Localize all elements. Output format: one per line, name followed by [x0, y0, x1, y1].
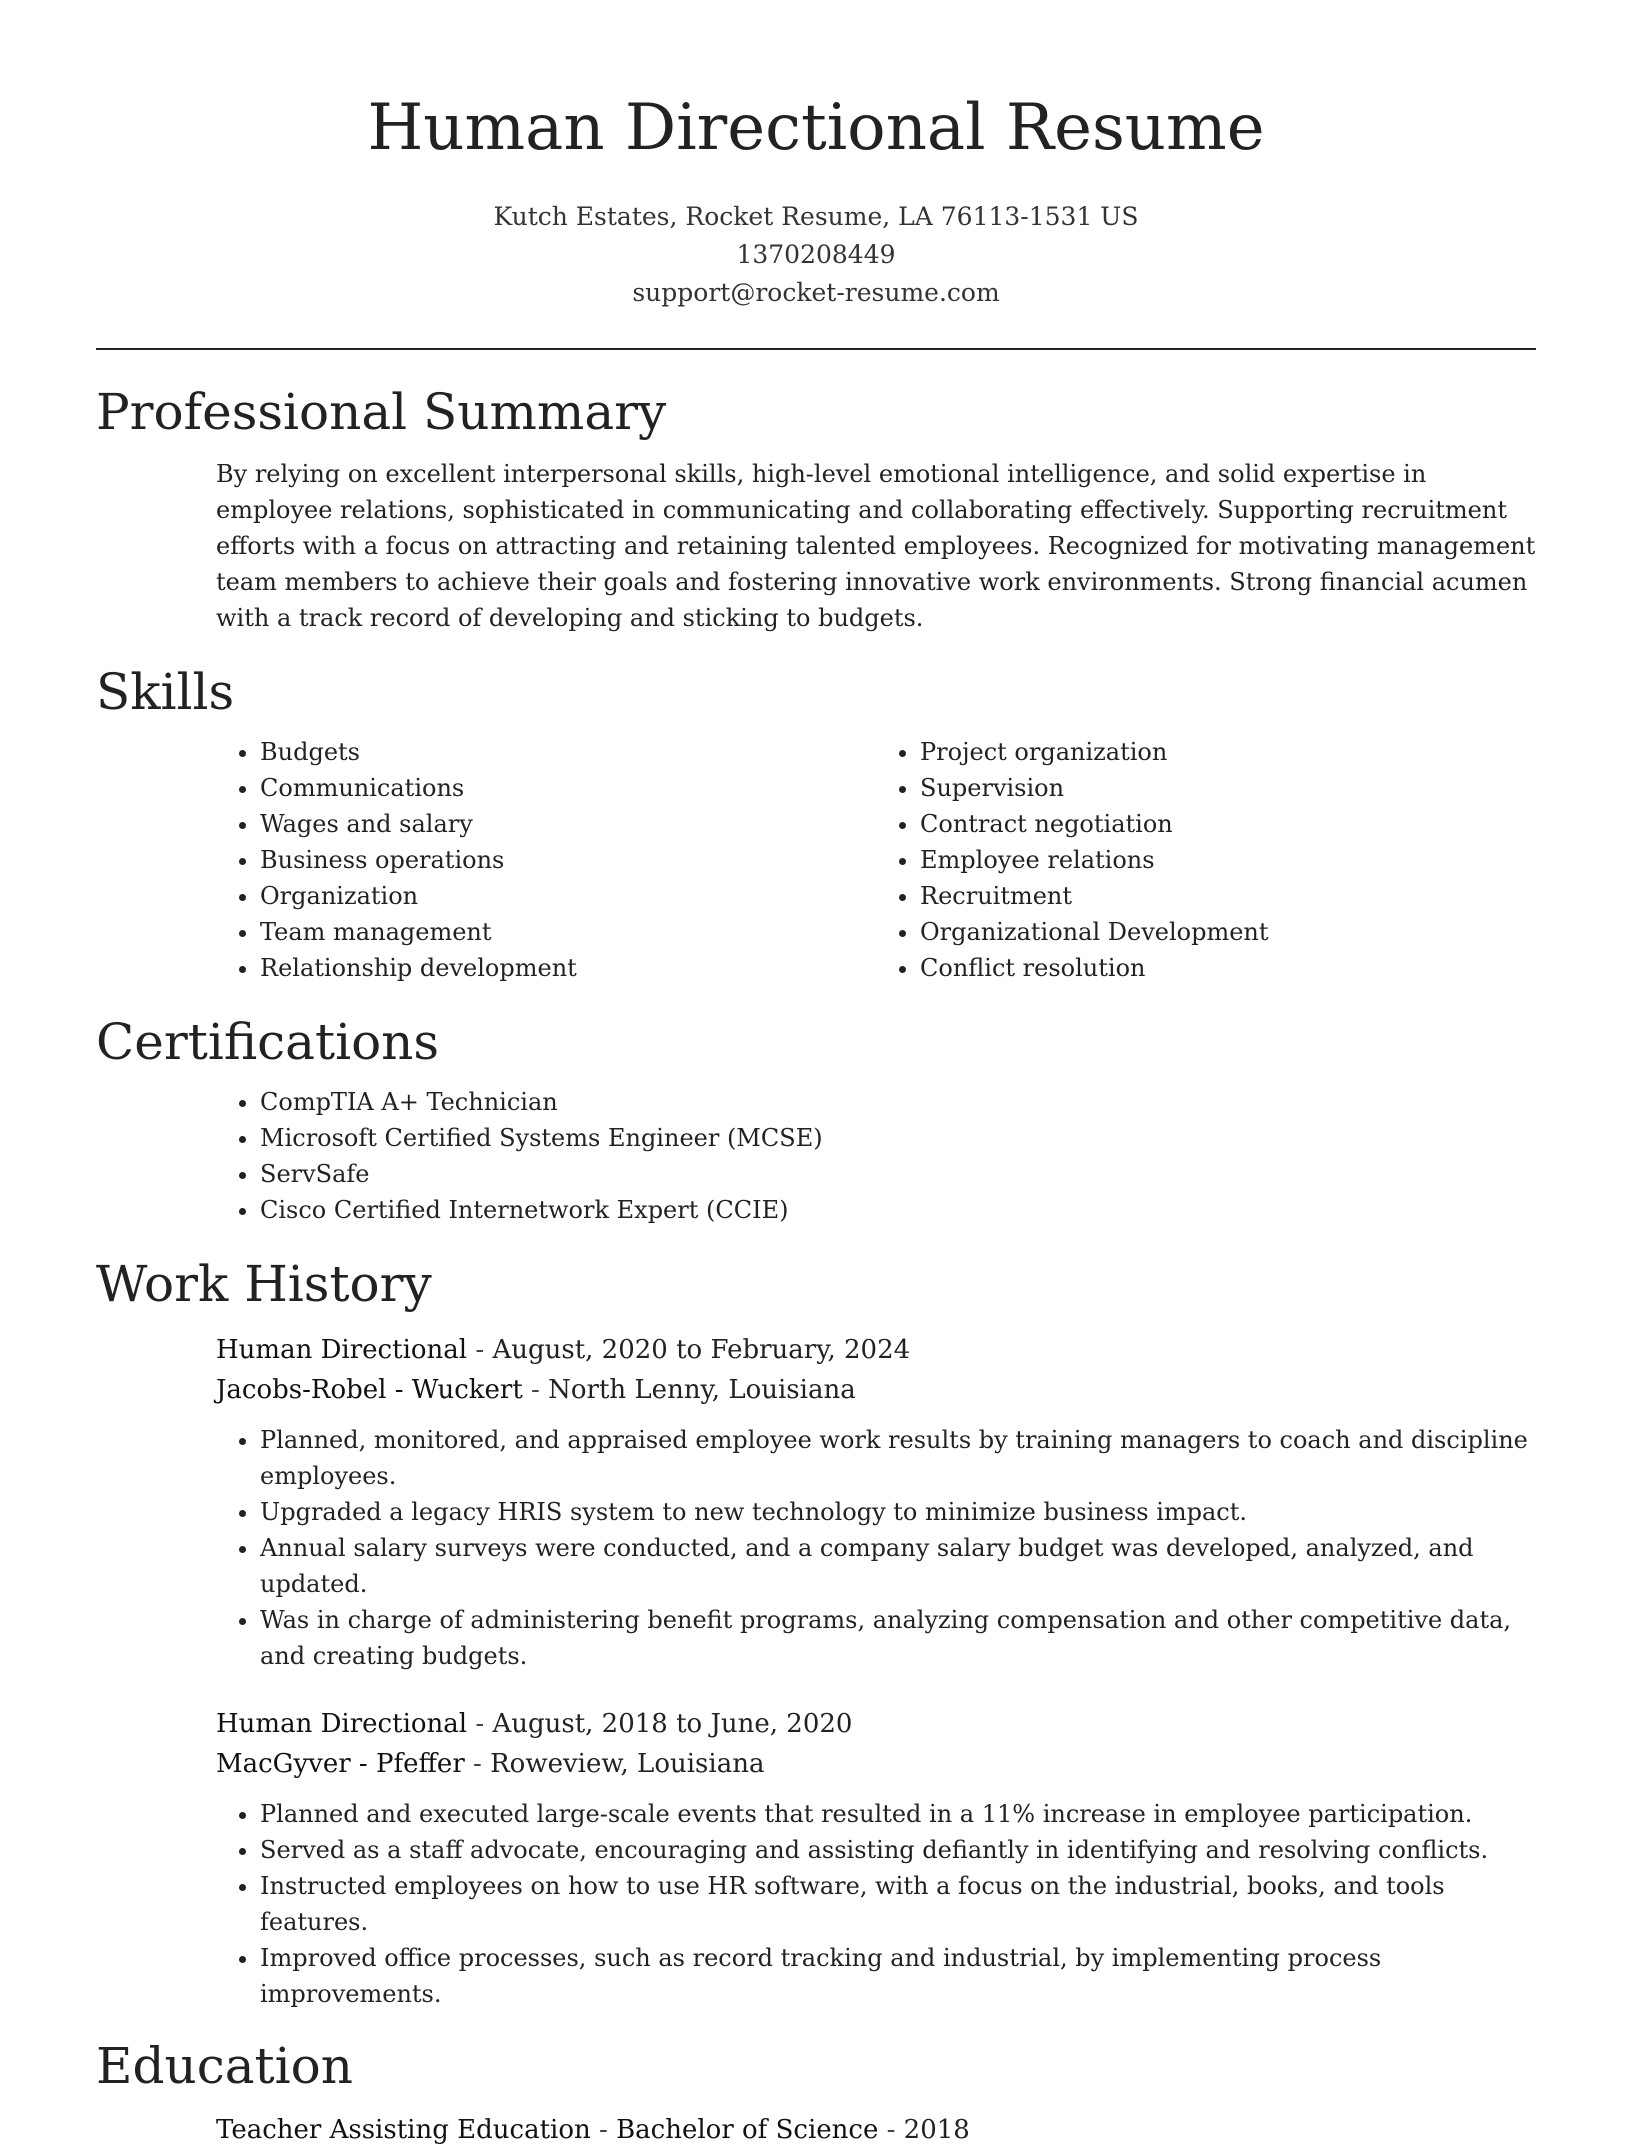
certifications-list-wrap: [216, 1084, 1536, 1228]
separator: -: [464, 1749, 491, 1779]
job-bullet: • Annual salary surveys were conducted, and a company salary budget was developed, analyzed, and updated.: [260, 1530, 1536, 1602]
job-entry: [216, 1330, 1536, 1674]
skill-item: • Project organization: [920, 734, 1536, 770]
job-dates: August, 2020 to February, 2024: [492, 1335, 911, 1365]
job-location: North Lenny, Louisiana: [548, 1375, 856, 1405]
job-bullet: • Was in charge of administering benefit programs, analyzing compensation and other competitive data, and creating budgets.: [260, 1602, 1536, 1674]
job-bullet: • Improved office processes, such as record tracking and industrial, by implementing process improvements.: [260, 1940, 1536, 2012]
skill-item: • Team management: [260, 914, 876, 950]
certification-item: • ServSafe: [260, 1156, 1536, 1192]
job-title-line: [216, 1704, 1536, 1744]
certification-item: • Microsoft Certified Systems Engineer (MCSE): [260, 1120, 1536, 1156]
separator: -: [590, 2115, 617, 2145]
job-company: Jacobs-Robel - Wuckert: [216, 1375, 523, 1405]
job-bullets: [216, 1422, 1536, 1674]
candidate-name: Human Directional Resume: [367, 91, 1265, 165]
certification-item: • Cisco Certified Internetwork Expert (CCIE): [260, 1192, 1536, 1228]
job-bullet: • Planned and executed large-scale events that resulted in a 11% increase in employee participation.: [260, 1796, 1536, 1832]
job-bullets: [216, 1796, 1536, 2012]
education-section: [96, 2036, 1536, 2150]
job-role: Human Directional: [216, 1335, 468, 1365]
separator: -: [467, 1335, 493, 1365]
skill-item: • Communications: [260, 770, 876, 806]
skill-item: • Supervision: [920, 770, 1536, 806]
skill-item: • Relationship development: [260, 950, 876, 986]
skill-item: • Contract negotiation: [920, 806, 1536, 842]
phone: 1370208449: [736, 240, 896, 269]
work-title: Work History: [96, 1255, 432, 1313]
email: support@rocket-resume.com: [632, 278, 1000, 307]
resume-header: [96, 0, 1536, 312]
education-school: Teacher Assisting Education: [216, 2115, 591, 2145]
job-company: MacGyver - Pfeffer: [216, 1749, 465, 1779]
resume-page: [96, 0, 1536, 2150]
job-bullet: • Planned, monitored, and appraised employee work results by training managers to coach and discipline employees.: [260, 1422, 1536, 1494]
education-title: Education: [96, 2037, 353, 2095]
job-entry: [216, 1704, 1536, 2012]
certifications-section: [96, 1012, 1536, 1228]
address: Kutch Estates, Rocket Resume, LA 76113-1531 US: [493, 202, 1139, 231]
job-location: Roweview, Louisiana: [490, 1749, 765, 1779]
job-bullet: • Instructed employees on how to use HR software, with a focus on the industrial, books, and tools features.: [260, 1868, 1536, 1940]
summary-text: By relying on excellent interpersonal skills, high-level emotional intelligence, and solid expertise in employee relations, sophisticated in communicating and collaborating effectively. Supporting recruitment efforts with a focus on attracting and retaining talented employees. Recognized for motivating management team members to achieve their goals and fostering innovative work environments. Strong financial acumen with a track record of developing and sticking to budgets.: [216, 460, 1536, 632]
job-bullet: • Served as a staff advocate, encouraging and assisting defiantly in identifying and resolving conflicts.: [260, 1832, 1536, 1868]
skill-item: • Employee relations: [920, 842, 1536, 878]
skill-item: • Organization: [260, 878, 876, 914]
job-role: Human Directional: [216, 1709, 468, 1739]
skill-item: • Organizational Development: [920, 914, 1536, 950]
job-title-line: [216, 1330, 1536, 1370]
summary-title: Professional Summary: [96, 383, 667, 441]
job-dates: August, 2018 to June, 2020: [492, 1709, 853, 1739]
skill-item: • Conflict resolution: [920, 950, 1536, 986]
skill-item: • Wages and salary: [260, 806, 876, 842]
skills-columns: [216, 734, 1536, 986]
skill-item: • Budgets: [260, 734, 876, 770]
job-company-line: [216, 1744, 1536, 1784]
skills-list-right: [876, 734, 1536, 986]
header-divider: [96, 348, 1536, 350]
summary-section: [96, 382, 1536, 636]
certification-item: • CompTIA A+ Technician: [260, 1084, 1536, 1120]
work-section: [96, 1254, 1536, 2012]
separator: -: [467, 1709, 493, 1739]
skills-section: [96, 662, 1536, 986]
skill-item: • Recruitment: [920, 878, 1536, 914]
contact-info: [96, 198, 1536, 312]
education-entry: [216, 2110, 1536, 2150]
job-bullet: • Upgraded a legacy HRIS system to new technology to minimize business impact.: [260, 1494, 1536, 1530]
education-degree: Bachelor of Science: [616, 2115, 879, 2145]
certifications-title: Certifications: [96, 1013, 440, 1071]
skills-list-left: [216, 734, 876, 986]
job-company-line: [216, 1370, 1536, 1410]
skill-item: • Business operations: [260, 842, 876, 878]
separator: -: [878, 2115, 904, 2145]
education-year: 2018: [903, 2115, 970, 2145]
certifications-list: [216, 1084, 1536, 1228]
skills-title: Skills: [96, 663, 235, 721]
separator: -: [522, 1375, 549, 1405]
